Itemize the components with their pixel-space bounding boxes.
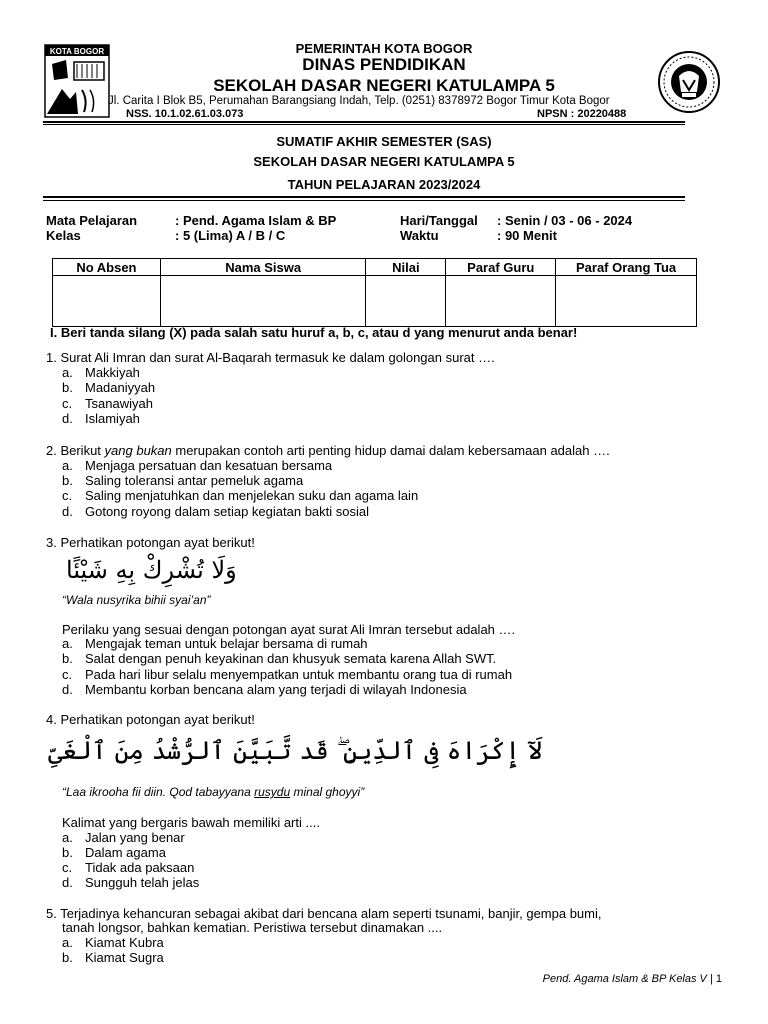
col-nilai: Nilai: [366, 259, 446, 276]
header-divider: [43, 121, 685, 123]
time-label: Waktu: [400, 228, 439, 243]
header-department: DINAS PENDIDIKAN: [302, 55, 466, 74]
time-value: : 90 Menit: [497, 228, 557, 243]
header-address: Jl. Carita I Blok B5, Perumahan Barangsiang Indah, Telp. (0251) 8378972 Bogor Timur Kota Bogor: [108, 95, 610, 107]
option-key: b.: [62, 950, 73, 965]
option-text: Membantu korban bencana alam yang terjadi di wilayah Indonesia: [85, 682, 467, 697]
q2-option-a[interactable]: [62, 458, 332, 473]
instruction: I. Beri tanda silang (X) pada salah satu huruf a, b, c, atau d yang menurut anda benar!: [50, 325, 578, 340]
option-key: c.: [62, 667, 73, 682]
option-text: Dalam agama: [85, 845, 166, 860]
q4-latin: [62, 785, 364, 799]
option-key: d.: [62, 504, 73, 519]
q2-post: merupakan contoh arti penting hidup damai dalam kebersamaan adalah ….: [171, 443, 610, 458]
option-key: c.: [62, 396, 73, 411]
q1-option-d[interactable]: [62, 411, 140, 426]
q4-option-c[interactable]: [62, 860, 194, 875]
option-text: Saling toleransi antar pemeluk agama: [85, 473, 304, 488]
q3-stem: Perilaku yang sesuai dengan potongan ayat surat Ali Imran tersebut adalah ….: [62, 622, 516, 637]
q1-option-b[interactable]: [62, 380, 155, 395]
q2-option-c[interactable]: [62, 488, 418, 503]
score-table: [52, 258, 697, 327]
option-text: Sungguh telah jelas: [85, 875, 200, 890]
q2-pre: 2. Berikut: [46, 443, 105, 458]
header-government: PEMERINTAH KOTA BOGOR: [295, 41, 473, 56]
option-key: b.: [62, 473, 73, 488]
cell-nama-siswa[interactable]: [160, 276, 366, 327]
question-1: 1. Surat Ali Imran dan surat Al-Baqarah termasuk ke dalam golongan surat ….: [46, 350, 495, 365]
question-2: [46, 443, 610, 458]
q3-arabic-verse: وَلَا تُشْرِكْ بِهِ شَيْئًا: [66, 556, 237, 584]
q4-option-a[interactable]: [62, 830, 185, 845]
option-text: Salat dengan penuh keyakinan dan khusyuk semata karena Allah SWT.: [85, 651, 497, 666]
q1-option-c[interactable]: [62, 396, 153, 411]
option-key: c.: [62, 488, 73, 503]
q5-option-b[interactable]: [62, 950, 164, 965]
question-5: 5. Terjadinya kehancuran sebagai akibat dari bencana alam seperti tsunami, banjir, gempa bumi,: [46, 906, 602, 921]
q4-option-d[interactable]: [62, 875, 199, 890]
option-key: a.: [62, 636, 73, 651]
col-no-absen: No Absen: [53, 259, 161, 276]
option-text: Kiamat Kubra: [85, 935, 164, 950]
date-label: Hari/Tanggal: [400, 213, 478, 228]
subject-label: Mata Pelajaran: [46, 213, 138, 228]
option-text: Tidak ada paksaan: [85, 860, 195, 875]
option-key: d.: [62, 411, 73, 426]
title-divider-thin: [43, 200, 685, 201]
q1-option-a[interactable]: [62, 365, 140, 380]
q3-option-b[interactable]: [62, 651, 496, 666]
option-text: Jalan yang benar: [85, 830, 185, 845]
cell-paraf-guru[interactable]: [446, 276, 556, 327]
cell-paraf-orang-tua[interactable]: [556, 276, 697, 327]
question-4: 4. Perhatikan potongan ayat berikut!: [46, 712, 255, 727]
q2-emphasis: yang bukan: [104, 443, 172, 458]
option-text: Saling menjatuhkan dan menjelekan suku dan agama lain: [85, 488, 419, 503]
col-nama-siswa: Nama Siswa: [160, 259, 366, 276]
option-key: b.: [62, 651, 73, 666]
q2-option-b[interactable]: [62, 473, 303, 488]
option-key: a.: [62, 935, 73, 950]
option-text: Tsanawiyah: [85, 396, 153, 411]
footer-text: Pend. Agama Islam & BP Kelas V |: [542, 973, 713, 985]
col-paraf-orang-tua: Paraf Orang Tua: [556, 259, 697, 276]
q3-option-a[interactable]: [62, 636, 368, 651]
header-nss: NSS. 10.1.02.61.03.073: [126, 108, 244, 120]
q4-option-b[interactable]: [62, 845, 166, 860]
option-key: d.: [62, 875, 73, 890]
option-text: Gotong royong dalam setiap kegiatan bakti sosial: [85, 504, 370, 519]
cell-nilai[interactable]: [366, 276, 446, 327]
option-key: d.: [62, 682, 73, 697]
date-value: : Senin / 03 - 06 - 2024: [497, 213, 633, 228]
class-value: : 5 (Lima) A / B / C: [175, 228, 286, 243]
exam-school: SEKOLAH DASAR NEGERI KATULAMPA 5: [253, 154, 515, 169]
option-text: Madaniyyah: [85, 380, 156, 395]
exam-year: TAHUN PELAJARAN 2023/2024: [287, 177, 481, 192]
question-5-line2: tanah longsor, bahkan kematian. Peristiwa tersebut dinamakan ....: [62, 920, 443, 935]
option-key: a.: [62, 458, 73, 473]
option-text: Mengajak teman untuk belajar bersama di rumah: [85, 636, 368, 651]
header-divider-thin: [43, 124, 685, 125]
q4-latin-post: minal ghoyyi”: [290, 785, 365, 799]
q3-option-d[interactable]: [62, 682, 467, 697]
q4-stem: Kalimat yang bergaris bawah memiliki arti ....: [62, 815, 320, 830]
subject-value: : Pend. Agama Islam & BP: [175, 213, 337, 228]
header-npsn: NPSN : 20220488: [537, 108, 627, 120]
q3-option-c[interactable]: [62, 667, 512, 682]
col-paraf-guru: Paraf Guru: [446, 259, 556, 276]
class-label: Kelas: [46, 228, 81, 243]
option-key: b.: [62, 845, 73, 860]
q4-latin-pre: “Laa ikrooha fii diin. Qod tabayyana: [62, 785, 255, 799]
option-text: Kiamat Sugra: [85, 950, 164, 965]
option-key: c.: [62, 860, 73, 875]
option-text: Menjaga persatuan dan kesatuan bersama: [85, 458, 333, 473]
question-3: 3. Perhatikan potongan ayat berikut!: [46, 535, 255, 550]
page-number: 1: [715, 973, 722, 985]
header-school: SEKOLAH DASAR NEGERI KATULAMPA 5: [213, 76, 555, 95]
option-text: Islamiyah: [85, 411, 140, 426]
q5-option-a[interactable]: [62, 935, 164, 950]
option-key: b.: [62, 380, 73, 395]
exam-title: SUMATIF AKHIR SEMESTER (SAS): [276, 134, 492, 149]
cell-no-absen[interactable]: [53, 276, 161, 327]
q4-latin-underlined: rusydu: [254, 785, 291, 799]
option-key: a.: [62, 830, 73, 845]
title-divider: [43, 196, 685, 198]
q2-option-d[interactable]: [62, 504, 369, 519]
logo-text: KOTA BOGOR: [49, 47, 105, 56]
page-footer: [543, 973, 722, 985]
q3-latin: “Wala nusyrika bihii syai’an”: [62, 593, 211, 607]
q4-arabic-verse: لَآ إِكْرَاهَ فِى ٱلدِّينِ ۖ قَد تَّبَيَّنَ ٱلرُّشْدُ مِنَ ٱلْغَىِّ: [48, 736, 543, 765]
option-key: a.: [62, 365, 73, 380]
option-text: Makkiyah: [85, 365, 140, 380]
option-text: Pada hari libur selalu menyempatkan untuk membantu orang tua di rumah: [85, 667, 513, 682]
